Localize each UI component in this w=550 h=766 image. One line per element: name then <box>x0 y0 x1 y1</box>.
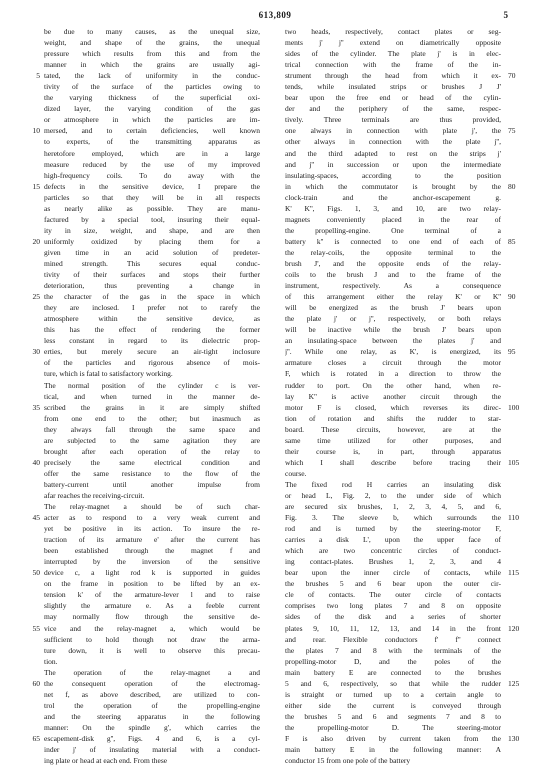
line-number: 100 <box>508 402 520 412</box>
text-line: rod and is turned by the steering-motor F, <box>285 524 501 534</box>
text-line: escapement-disk g'', Figs. 4 and 6, is a cyl- <box>44 734 260 743</box>
text-line: tively. Three terminals are thus provided, <box>285 115 501 125</box>
text-line: the brushes 5 and 6 bear upon the outer cir- <box>285 579 501 589</box>
line-number: 90 <box>508 292 516 302</box>
text-line: to experts, of the transmitting apparatus as <box>44 137 260 147</box>
text-line: other always in connection with the plate j'', <box>285 137 501 147</box>
text-line: the propelling-engine. One terminal of a <box>285 225 501 235</box>
text-line: ing plate or head at each end. From these <box>44 756 168 766</box>
text-line: carries a disk L', upon the upper face of <box>285 535 501 545</box>
line-number: 40 <box>32 457 40 467</box>
text-line: particles so that they will be in all respects <box>44 192 260 202</box>
text-line: factured by a special tool, insuring their equal- <box>44 214 260 224</box>
text-line: insulating-spaces, according to the position <box>285 170 501 180</box>
text-line: defects in the sensitive device, I prepare the <box>44 181 260 191</box>
text-line: tension k' of the armature-lever l and to raise <box>44 590 260 600</box>
text-line: are secured six brushes, 1, 2, 3, 4, 5, and 6, <box>285 502 501 512</box>
line-number: 80 <box>508 181 516 191</box>
text-line: and the steering apparatus in the following <box>44 711 260 721</box>
line-number: 120 <box>508 623 520 633</box>
text-line: strument through the head from which it ex- <box>285 71 501 81</box>
text-line: magnets conveniently placed in the rear of <box>285 214 501 224</box>
text-line: less constant in regard to its dielectric prop- <box>44 336 260 346</box>
text-line: as nearly alike as possible. They are manu- <box>44 203 260 213</box>
text-line: tion. <box>44 656 58 666</box>
page-header-number: 613,809 <box>258 10 292 20</box>
text-line: their course is, in part, through apparatus <box>285 446 501 456</box>
text-line: uniformly oxidized by placing them for a <box>44 236 260 246</box>
line-number: 30 <box>32 347 40 357</box>
text-line: an insulating-space between the plates j' and <box>285 336 501 346</box>
text-line: The normal position of the cylinder c is ver- <box>44 380 260 390</box>
text-line: erties, but merely secure an air-tight inclosure <box>44 347 260 357</box>
text-line: motor F is closed, which reverses its direc- <box>285 402 501 412</box>
text-line: der and the periphery of the same, respec- <box>285 104 501 114</box>
text-line: one always in connection with plate j', the <box>285 126 501 136</box>
line-number: 70 <box>508 71 516 81</box>
text-line: the propelling-motor D. The steering-motor <box>285 722 501 732</box>
text-line: measure reduced by the use of my improved <box>44 159 260 169</box>
text-line: mersed, and to certain deficiencies, well known <box>44 126 260 136</box>
text-line: tivity of their surfaces and stops their further <box>44 270 260 280</box>
text-line: ing contact-plates. Brushes 1, 2, 3, and 4 <box>285 557 501 567</box>
text-line: The relay-magnet a should be of such char- <box>44 502 260 512</box>
text-line: rudder to port. On the other hand, when re- <box>285 380 501 390</box>
line-number: 95 <box>508 347 516 357</box>
line-number: 60 <box>32 678 40 688</box>
line-number: 125 <box>508 678 520 688</box>
text-line: board. These circuits, however, are at the <box>285 424 501 434</box>
text-line: traction of its armature e' after the current has <box>44 535 260 545</box>
text-line: plates 9, 10, 11, 12, 13, and 14 in the front <box>285 623 501 633</box>
text-line: tion of rotation and shifts the rudder to star- <box>285 413 501 423</box>
text-line: precisely the same electrical condition and <box>44 457 260 467</box>
text-line: lay K'' is active another circuit through the <box>285 391 501 401</box>
line-number: 50 <box>32 568 40 578</box>
text-line: battery k'' is connected to one end of each of <box>285 236 501 246</box>
text-line: F, which is rotated in a direction to throw the <box>285 369 501 379</box>
text-line: trical connection with the frame of the in- <box>285 60 501 70</box>
text-line: the plates 7 and 8 with the terminals of the <box>285 645 501 655</box>
text-line: on the frame in position to be lifted by an ex- <box>44 579 260 589</box>
text-line: acter as to respond to a very weak current and <box>44 513 260 523</box>
text-line: brought after each operation of the relay to <box>44 446 260 456</box>
text-line: battery-current until another impulse from <box>44 479 260 489</box>
text-line: weight, and shape of the grains, the unequal <box>44 38 260 48</box>
text-line: are subjected to the same agitation they are <box>44 435 260 445</box>
text-line: offer the same resistance to the flow of the <box>44 468 260 478</box>
text-line: atmosphere within the sensitive device, as <box>44 314 260 324</box>
text-line: tical, and when turned in the manner de- <box>44 391 260 401</box>
text-line: manner in which the grains are usually agi- <box>44 60 260 70</box>
text-line: main battery E in the following manner: A <box>285 745 501 755</box>
text-line: conductor 15 from one pole of the battery <box>285 756 411 766</box>
text-line: been established through the magnet f and <box>44 546 260 556</box>
line-number: 65 <box>32 734 40 744</box>
text-line: scribed the grains in it are simply shifted <box>44 402 260 412</box>
left-text-column <box>44 26 260 766</box>
text-line: or head L, Fig. 2, to the under side of which <box>285 490 501 500</box>
text-line: 5 and 6, respectively, so that while the rudder <box>285 678 501 688</box>
text-line: given time in an acid solution of predeter- <box>44 247 260 257</box>
text-line: net f, as above described, are utilized to con- <box>44 689 260 699</box>
text-line: the varying thickness of the superficial oxi- <box>44 93 260 103</box>
text-line: course. <box>285 468 307 478</box>
line-number: 115 <box>508 568 519 578</box>
text-line: two heads, respectively, contact plates or seg- <box>285 27 501 36</box>
text-line: vice and the relay-magnet a, which would be <box>44 623 260 633</box>
text-line: and j'' in succession or upon the intermediate <box>285 159 501 169</box>
text-line: Fig. 3. The sleeve b, which surrounds the <box>285 513 501 523</box>
text-line: of this arrangement either the relay K' or K'' <box>285 292 501 302</box>
text-line: K' K'', Figs. 1, 3, and 10, are two relay- <box>285 203 501 213</box>
text-line: be due to many causes, as the unequal size, <box>44 27 260 36</box>
text-line: from one end to the other; but inasmuch as <box>44 413 260 423</box>
line-number: 130 <box>508 734 520 744</box>
line-number: 20 <box>32 236 40 246</box>
text-line: sides of the cylinder. The plate j' is in elec- <box>285 49 501 59</box>
text-line: they are inclosed. I prefer not to rarefy the <box>44 303 260 313</box>
text-line: they always fall through the same space and <box>44 424 260 434</box>
line-number: 75 <box>508 126 516 136</box>
text-line: the plate j' or j'', respectively, or both relays <box>285 314 501 324</box>
text-line: armature closes a circuit through the motor <box>285 358 501 368</box>
text-line: the consequent operation of the electromag- <box>44 678 260 688</box>
text-line: brush J', and the opposite ends of the relay- <box>285 258 501 268</box>
text-line: which I shall describe before tracing their <box>285 457 501 467</box>
text-line: propelling-motor D, and the poles of the <box>285 656 501 666</box>
text-line: and the third adapted to rest on the strips j' <box>285 148 501 158</box>
text-line: ture, which is fatal to satisfactory working. <box>44 369 173 379</box>
line-number: 5 <box>36 71 40 81</box>
text-line: dized layer, the varying condition of the gas <box>44 104 260 114</box>
text-line: bear upon the free end or head of the cylin- <box>285 93 501 103</box>
text-line: this has the effect of rendering the former <box>44 325 260 335</box>
line-number: 25 <box>32 292 40 302</box>
text-line: The fixed rod H carries an insulating disk <box>285 479 501 489</box>
text-line: cle of contacts. The outer circle of contacts <box>285 590 501 600</box>
text-line: deterioration, thus preventing a change in <box>44 281 260 291</box>
text-line: inder j' of insulating material with a conduct- <box>44 745 260 755</box>
text-line: and rear. Flexible conductors f' f'' connect <box>285 634 501 644</box>
text-line: same time utilized for other purposes, and <box>285 435 501 445</box>
text-line: tends, while insulated strips or brushes J J' <box>285 82 501 92</box>
text-line: trol the operation of the propelling-engine <box>44 700 260 710</box>
text-line: may normally flow through the sensitive de- <box>44 612 260 622</box>
text-line: slightly the armature e. As a feeble current <box>44 601 260 611</box>
text-line: manner: On the spindle g', which carries the <box>44 722 260 732</box>
text-line: main battery E are connected to the brushes <box>285 667 501 677</box>
text-line: bear upon the inner circle of contacts, while <box>285 568 501 578</box>
text-line: instrument, respectively. As a consequence <box>285 281 501 291</box>
right-text-column <box>285 26 501 766</box>
text-line: sides of the disk and a series of shorter <box>285 612 501 622</box>
text-line: device c, a light rod k is supported in guides <box>44 568 260 578</box>
text-line: of the particles and rigorous absence of mois- <box>44 358 260 368</box>
folio-number: 5 <box>503 10 508 20</box>
text-line: F is also driven by current taken from the <box>285 734 501 743</box>
text-line: mined strength. This secures equal conduc- <box>44 258 260 268</box>
line-number: 110 <box>508 513 519 523</box>
text-line: afar reaches the receiving-circuit. <box>44 490 145 500</box>
text-line: is straight or turned up to a certain angle to <box>285 689 501 699</box>
text-line: in which the commutator is brought by the <box>285 181 501 191</box>
line-number: 55 <box>32 623 40 633</box>
text-line: heretofore employed, which are in a large <box>44 148 260 158</box>
text-line: will be energized as the brush J' bears upon <box>285 303 501 313</box>
text-line: tated, the lack of uniformity in the conduc- <box>44 71 260 81</box>
text-line: or atmosphere in which the particles are im- <box>44 115 260 125</box>
text-line: tivity of the surface of the particles owing to <box>44 82 260 92</box>
text-line: comprises two long plates 7 and 8 on opposite <box>285 601 501 611</box>
text-line: ity in size, weight, and shape, and are then <box>44 225 260 235</box>
text-line: yet be positive in its action. To insure the re- <box>44 524 260 534</box>
text-line: the brushes 5 and 6 and segments 7 and 8 to <box>285 711 501 721</box>
line-number: 35 <box>32 402 40 412</box>
text-line: either side the current is conveyed through <box>285 700 501 710</box>
text-line: interrupted by the inversion of the sensitive <box>44 557 260 567</box>
line-number: 105 <box>508 457 520 467</box>
text-line: high-frequency coils. To do away with the <box>44 170 260 180</box>
text-line: the character of the gas in the space in which <box>44 292 260 302</box>
line-number: 45 <box>32 513 40 523</box>
text-line: ments j' j'' extend on diametrically opposite <box>285 38 501 48</box>
text-line: ture down, it is well to observe this precau- <box>44 645 260 655</box>
line-number: 10 <box>32 126 40 136</box>
text-line: sufficient to hold though not draw the arma- <box>44 634 260 644</box>
text-line: will be inactive while the brush J' bears upon <box>285 325 501 335</box>
text-line: j''. While one relay, as K', is energized, its <box>285 347 501 357</box>
text-line: coils to the brush J and to the frame of the <box>285 270 501 280</box>
text-line: the relay-coils, the opposite terminal to the <box>285 247 501 257</box>
text-line: which are two concentric circles of conduct- <box>285 546 501 556</box>
line-number: 85 <box>508 236 516 246</box>
text-line: The operation of the relay-magnet a and <box>44 667 260 677</box>
line-number: 15 <box>32 181 40 191</box>
text-line: clock-train and the anchor-escapement g. <box>285 192 501 202</box>
text-line: pressure which results from this and from the <box>44 49 260 59</box>
